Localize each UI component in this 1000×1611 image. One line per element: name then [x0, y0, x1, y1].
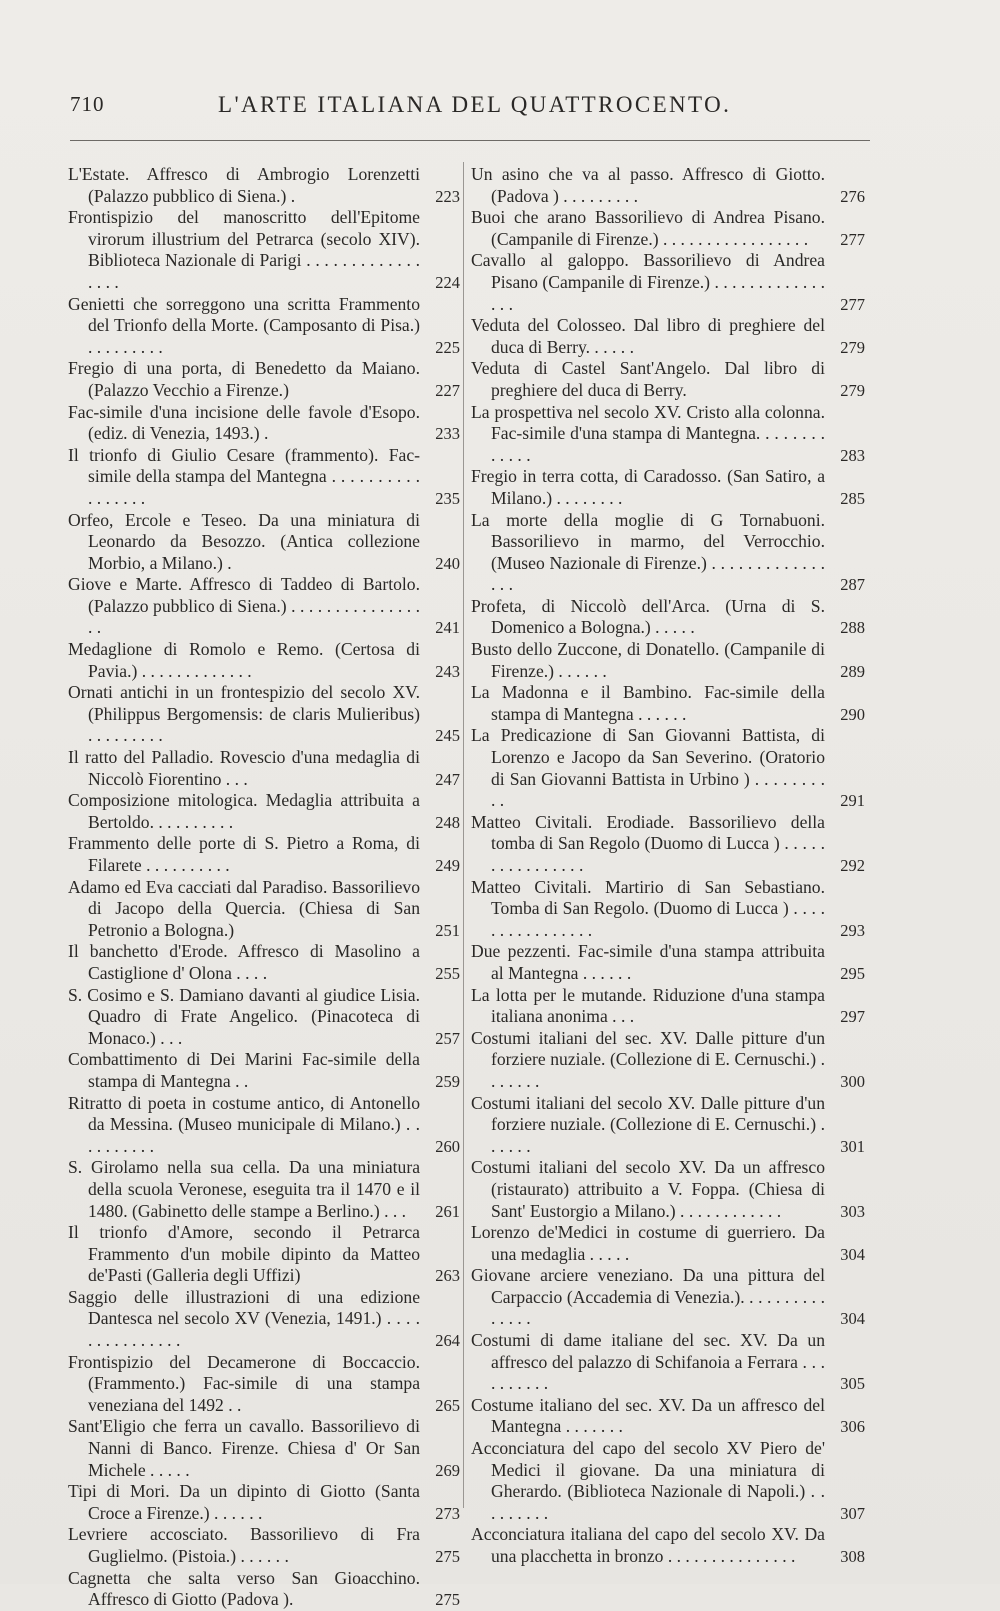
index-entry [471, 1265, 865, 1330]
entry-text: La prospettiva nel secolo XV. Cristo alla colonna. Fac-simile d'una stampa di Mantegna. . . . . . . . . . . . . [471, 401, 825, 465]
entry-page-number: 260 [435, 1136, 460, 1156]
entry-text: Buoi che arano Bassorilievo di Andrea Pisano. (Campanile di Firenze.) . . . . . . . . . . . . . . . . . [471, 207, 825, 249]
entry-page-number: 304 [840, 1309, 865, 1329]
entry-page-number: 283 [840, 445, 865, 465]
entry-page-number: 275 [435, 1547, 460, 1566]
entry-text: Cagnetta che salta verso San Gioacchino. Affresco di Giotto (Padova ). [68, 1567, 420, 1610]
entry-text: Adamo ed Eva cacciati dal Paradiso. Bassorilievo di Jacopo della Quercia. (Chiesa di San Petronio a Bologna.) [68, 876, 420, 940]
index-entry [68, 682, 460, 747]
index-entry [68, 790, 460, 833]
entry-text: Levriere accosciato. Bassorilievo di Fra Guglielmo. (Pistoia.) . . . . . . [68, 1524, 420, 1566]
index-entry [471, 639, 865, 682]
entry-page-number: 297 [840, 1007, 865, 1027]
entry-page-number: 263 [435, 1266, 460, 1286]
entry-page-number: 265 [435, 1395, 460, 1415]
index-entry [68, 1568, 460, 1611]
entry-page-number: 279 [840, 380, 865, 400]
entry-text: Genietti che sorreggono una scritta Frammento del Trionfo della Morte. (Camposanto di Pisa.) . . . . . . . . . [68, 293, 420, 357]
entry-text: Un asino che va al passo. Affresco di Giotto. (Padova ) . . . . . . . . . [471, 164, 825, 206]
entry-text: Acconciatura italiana del capo del secolo XV. Da una placchetta in bronzo . . . . . . . . . . . . . . . [471, 1524, 825, 1566]
entry-page-number: 275 [435, 1590, 460, 1610]
entry-text: S. Girolamo nella sua cella. Da una miniatura della scuola Veronese, eseguita tra il 1470 e il 1480. (Gabinetto delle stampe a Berlino.) . . . [68, 1157, 420, 1221]
entry-text: Fac-simile d'una incisione delle favole d'Esopo. (ediz. di Venezia, 1493.) . [68, 401, 420, 444]
index-entry [471, 1222, 865, 1265]
entry-page-number: 255 [435, 963, 460, 983]
entry-page-number: 277 [840, 294, 865, 314]
entry-text: Acconciatura del capo del secolo XV Piero de' Medici il giovane. Da una miniatura di Gherardo. (Biblioteca Nazionale di Napoli.) . . . . . . . . . [471, 1438, 825, 1523]
index-entry [471, 1438, 865, 1524]
entry-text: Giove e Marte. Affresco di Taddeo di Bartolo. (Palazzo pubblico di Siena.) . . . . . . . . . . . . . . . . . [68, 574, 420, 638]
column-divider [463, 162, 464, 1508]
entry-text: Costumi di dame italiane del sec. XV. Da un affresco del palazzo di Schifanoia a Ferrara . . . . . . . . . . [471, 1330, 825, 1394]
entry-page-number: 279 [840, 337, 865, 357]
entry-text: Frontispizio del manoscritto dell'Epitome virorum illustrium del Petrarca (secolo XIV). Biblioteca Nazionale di Parigi . . . . . . . . . . . . . . . . . [68, 207, 420, 292]
entry-page-number: 285 [840, 488, 865, 508]
entry-text: Costumi italiani del secolo XV. Dalle pitture d'un forziere nuziale. (Collezione di E. Cernuschi.) . . . . . . [471, 1092, 825, 1156]
entry-page-number: 245 [435, 726, 460, 746]
entry-page-number: 247 [435, 769, 460, 789]
index-entry [68, 445, 460, 510]
entry-page-number: 261 [435, 1201, 460, 1221]
entry-text: Costume italiano del sec. XV. Da un affresco del Mantegna . . . . . . . [471, 1394, 825, 1437]
entry-text: Composizione mitologica. Medaglia attribuita a Bertoldo. . . . . . . . . . [68, 790, 420, 832]
entry-text: Due pezzenti. Fac-simile d'una stampa attribuita al Mantegna . . . . . . [471, 941, 825, 983]
entry-text: Costumi italiani del sec. XV. Dalle pitture d'un forziere nuziale. (Collezione di E. Cernuschi.) . . . . . . . [471, 1027, 825, 1091]
entry-text: Fregio di una porta, di Benedetto da Maiano. (Palazzo Vecchio a Firenze.) [68, 358, 420, 400]
index-entry [471, 941, 865, 984]
index-entry [471, 358, 865, 401]
entry-page-number: 264 [435, 1331, 460, 1351]
index-entry [68, 639, 460, 682]
entry-text: Fregio in terra cotta, di Caradosso. (San Satiro, a Milano.) . . . . . . . . [471, 466, 825, 508]
index-entry [68, 207, 460, 293]
index-entry [471, 510, 865, 596]
entry-page-number: 303 [840, 1201, 865, 1221]
entry-page-number: 277 [840, 229, 865, 249]
entry-page-number: 306 [840, 1417, 865, 1437]
entry-page-number: 224 [435, 272, 460, 292]
entry-text: Veduta di Castel Sant'Angelo. Dal libro di preghiere del duca di Berry. [471, 358, 825, 400]
index-entry [471, 1330, 865, 1395]
entry-text: Il trionfo di Giulio Cesare (frammento). Fac-simile della stampa del Mantegna . . . . . . . . . . . . . . . . . [68, 444, 420, 508]
index-entry [68, 1524, 460, 1567]
entry-text: Matteo Civitali. Martirio di San Sebastiano. Tomba di San Regolo. (Duomo di Lucca ) . . . . . . . . . . . . . . . . [471, 876, 825, 940]
entry-page-number: 243 [435, 661, 460, 681]
index-entry [68, 510, 460, 575]
index-entry [471, 812, 865, 877]
index-entry [68, 877, 460, 942]
index-entry [68, 1352, 460, 1417]
entry-page-number: 259 [435, 1071, 460, 1091]
index-entry [471, 985, 865, 1028]
index-entry [471, 250, 865, 315]
entry-page-number: 248 [435, 812, 460, 832]
entry-page-number: 269 [435, 1460, 460, 1480]
entry-text: Il trionfo d'Amore, secondo il Petrarca Frammento d'un mobile dipinto da Matteo de'Pasti (Galleria degli Uffizi) [68, 1222, 420, 1286]
index-entry [68, 1481, 460, 1524]
index-entry [68, 1416, 460, 1481]
entry-page-number: 300 [840, 1071, 865, 1091]
entry-text: Orfeo, Ercole e Teseo. Da una miniatura di Leonardo da Besozzo. (Antica collezione Morbio, a Milano.) . [68, 509, 420, 573]
entry-text: Busto dello Zuccone, di Donatello. (Campanile di Firenze.) . . . . . . [471, 639, 825, 681]
entry-text: Profeta, di Niccolò dell'Arca. (Urna di S. Domenico a Bologna.) . . . . . [471, 595, 825, 638]
index-entry [68, 747, 460, 790]
index-entry [471, 207, 865, 250]
entry-text: Costumi italiani del secolo XV. Da un affresco (ristaurato) attribuito a V. Foppa. (Chiesa di Sant' Eustorgio a Milano.) . . . . . . . . . . . . [471, 1157, 825, 1221]
entry-text: Tipi di Mori. Da un dipinto di Giotto (Santa Croce a Firenze.) . . . . . . [68, 1481, 420, 1523]
entry-text: Sant'Eligio che ferra un cavallo. Bassorilievo di Nanni di Banco. Firenze. Chiesa d' Or San Michele . . . . . [68, 1416, 420, 1480]
entry-text: Veduta del Colosseo. Dal libro di preghiere del duca di Berry. . . . . . [471, 315, 825, 357]
entry-page-number: 292 [840, 856, 865, 875]
entry-text: Saggio delle illustrazioni di una edizione Dantesca nel secolo XV (Venezia, 1491.) . . . . . . . . . . . . . . . [68, 1286, 420, 1351]
entry-page-number: 233 [435, 424, 460, 444]
entry-page-number: 290 [840, 704, 865, 724]
index-entry [471, 596, 865, 639]
page-header [70, 92, 870, 132]
entry-page-number: 308 [840, 1547, 865, 1566]
entry-page-number: 241 [435, 618, 460, 638]
index-entry [471, 1028, 865, 1093]
entry-page-number: 291 [840, 791, 865, 811]
running-title: L'ARTE ITALIANA DEL QUATTROCENTO. [218, 92, 732, 117]
entry-text: Combattimento di Dei Marini Fac-simile della stampa di Mantegna . . [68, 1049, 420, 1091]
entry-text: Frammento delle porte di S. Pietro a Roma, di Filarete . . . . . . . . . . [68, 833, 420, 875]
index-entry [471, 315, 865, 358]
index-entry [68, 985, 460, 1050]
entry-page-number: 240 [435, 553, 460, 573]
index-entry [471, 1395, 865, 1438]
entry-text: Giovane arciere veneziano. Da una pittura del Carpaccio (Accademia di Venezia.). . . . . . . . . . . . . . . [471, 1265, 825, 1329]
entry-text: La lotta per le mutande. Riduzione d'una stampa italiana anonima . . . [471, 984, 825, 1027]
entry-page-number: 225 [435, 337, 460, 357]
index-entry [68, 294, 460, 359]
left-column [68, 164, 460, 1611]
entry-page-number: 295 [840, 963, 865, 983]
entry-text: La Madonna e il Bambino. Fac-simile della stampa di Mantegna . . . . . . [471, 682, 825, 724]
index-entry [471, 164, 865, 207]
index-entry [471, 725, 865, 811]
index-entry [471, 1093, 865, 1158]
entry-text: Ritratto di poeta in costume antico, di Antonello da Messina. (Museo municipale di Milano.) . . . . . . . . . . [68, 1092, 420, 1156]
entry-page-number: 235 [435, 488, 460, 508]
entry-text: Medaglione di Romolo e Remo. (Certosa di Pavia.) . . . . . . . . . . . . . [68, 639, 420, 681]
index-entry [68, 833, 460, 876]
index-entry [68, 164, 460, 207]
index-entry [68, 1093, 460, 1158]
entry-page-number: 293 [840, 920, 865, 940]
index-entry [68, 1287, 460, 1352]
right-column [471, 164, 865, 1568]
entry-text: Lorenzo de'Medici in costume di guerriero. Da una medaglia . . . . . [471, 1222, 825, 1264]
index-entry [471, 466, 865, 509]
entry-text: Ornati antichi in un frontespizio del secolo XV. (Philippus Bergomensis: de claris Mulieribus) . . . . . . . . . [68, 682, 420, 746]
entry-text: La morte della moglie di G Tornabuoni. Bassorilievo in marmo, del Verrocchio. (Museo Nazionale di Firenze.) . . . . . . . . . . . . . . . . [471, 509, 825, 595]
entry-page-number: 304 [840, 1244, 865, 1264]
entry-text: Matteo Civitali. Erodiade. Bassorilievo della tomba di San Regolo (Duomo di Lucca ) . . . . . . . . . . . . . . . . [471, 811, 825, 875]
entry-page-number: 289 [840, 661, 865, 681]
entry-page-number: 249 [435, 856, 460, 875]
entry-text: Il banchetto d'Erode. Affresco di Masolino a Castiglione d' Olona . . . . [68, 941, 420, 983]
index-entry [68, 941, 460, 984]
index-entry [471, 682, 865, 725]
entry-text: Frontispizio del Decamerone di Boccaccio. (Frammento.) Fac-simile di una stampa veneziana del 1492 . . [68, 1351, 420, 1415]
index-entry [471, 402, 865, 467]
page-number: 710 [70, 92, 105, 116]
entry-page-number: 227 [435, 380, 460, 400]
entry-page-number: 251 [435, 920, 460, 940]
header-rule [70, 140, 870, 141]
entry-text: Il ratto del Palladio. Rovescio d'una medaglia di Niccolò Fiorentino . . . [68, 747, 420, 789]
entry-page-number: 301 [840, 1136, 865, 1156]
entry-text: La Predicazione di San Giovanni Battista, di Lorenzo e Jacopo da San Severino. (Oratorio di San Giovanni Battista in Urbino ) . . . . . . . . . . [471, 725, 825, 811]
index-entry [68, 1157, 460, 1222]
entry-text: Cavallo al galoppo. Bassorilievo di Andrea Pisano (Campanile di Firenze.) . . . . . . . . . . . . . . . . [471, 250, 825, 314]
index-entry [68, 358, 460, 401]
entry-page-number: 257 [435, 1028, 460, 1048]
entry-page-number: 287 [840, 575, 865, 595]
entry-page-number: 223 [435, 186, 460, 206]
index-entry [68, 1222, 460, 1287]
index-entry [68, 1049, 460, 1092]
index-entry [471, 1157, 865, 1222]
index-entry [68, 402, 460, 445]
entry-text: L'Estate. Affresco di Ambrogio Lorenzetti (Palazzo pubblico di Siena.) . [68, 164, 420, 206]
entry-page-number: 288 [840, 618, 865, 638]
entry-page-number: 276 [840, 186, 865, 206]
index-entry [68, 574, 460, 639]
entry-page-number: 273 [435, 1503, 460, 1523]
entry-page-number: 307 [840, 1503, 865, 1523]
index-entry [471, 1524, 865, 1567]
entry-text: S. Cosimo e S. Damiano davanti al giudice Lisia. Quadro di Frate Angelico. (Pinacoteca di Monaco.) . . . [68, 984, 420, 1048]
entry-page-number: 305 [840, 1374, 865, 1394]
index-entry [471, 877, 865, 942]
